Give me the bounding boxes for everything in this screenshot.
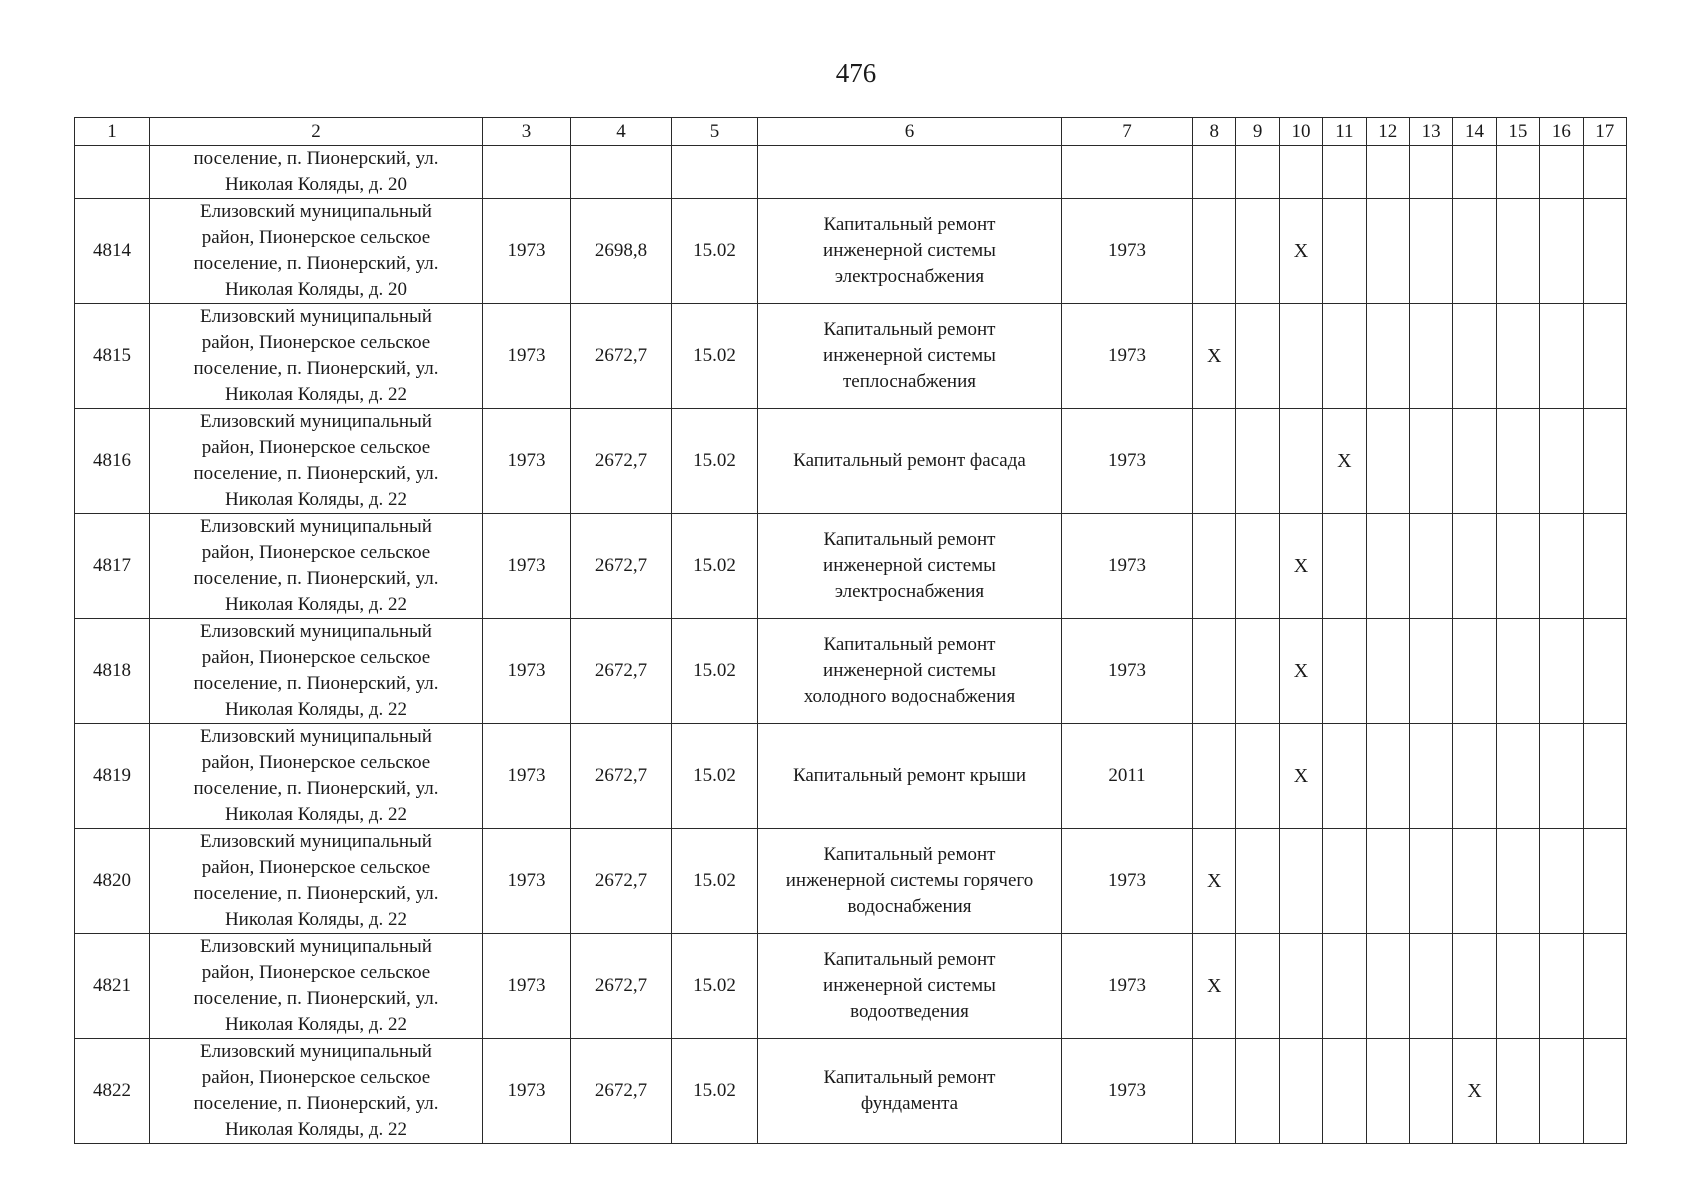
address-line: Елизовский муниципальный xyxy=(200,411,432,432)
cell-mark xyxy=(1453,146,1496,199)
cell-mark-col-14 xyxy=(1453,199,1496,304)
cell-mark-col-17 xyxy=(1583,304,1626,409)
cell-mark-col-13 xyxy=(1409,409,1452,514)
cell-mark-col-13 xyxy=(1409,619,1452,724)
cell-mark-col-12 xyxy=(1366,829,1409,934)
cell-mark-col-8 xyxy=(1193,199,1236,304)
cell-mark-col-12 xyxy=(1366,409,1409,514)
cell-mark-col-16 xyxy=(1540,934,1583,1039)
address-line: поселение, п. Пионерский, ул. xyxy=(193,463,439,484)
cell-mark-col-10: X xyxy=(1279,199,1322,304)
cell-mark-col-17 xyxy=(1583,829,1626,934)
cell-code: 15.02 xyxy=(672,829,758,934)
cell-mark-col-14: X xyxy=(1453,1039,1496,1144)
table-row xyxy=(75,619,1627,724)
cell-mark-col-13 xyxy=(1409,1039,1452,1144)
column-number-header-row xyxy=(75,118,1627,146)
cell-mark-col-9 xyxy=(1236,1039,1279,1144)
cell-col7 xyxy=(1062,146,1193,199)
cell-address xyxy=(150,146,483,199)
cell-mark-col-16 xyxy=(1540,304,1583,409)
continuation-row xyxy=(75,146,1627,199)
address-line: район, Пионерское сельское xyxy=(201,962,431,983)
table-row xyxy=(75,1039,1627,1144)
cell-area: 2672,7 xyxy=(571,934,672,1039)
cell-code: 15.02 xyxy=(672,1039,758,1144)
cell-mark-col-13 xyxy=(1409,304,1452,409)
cell-mark xyxy=(1496,146,1539,199)
cell-code: 15.02 xyxy=(672,619,758,724)
address-line: Николая Коляды, д. 22 xyxy=(224,594,408,615)
repair-register-table xyxy=(74,117,1627,1144)
cell-mark-col-15 xyxy=(1496,514,1539,619)
cell-mark-col-16 xyxy=(1540,619,1583,724)
address-line: район, Пионерское сельское xyxy=(201,332,431,353)
cell-area: 2698,8 xyxy=(571,199,672,304)
cell-col7: 1973 xyxy=(1062,934,1193,1039)
work-line: Капитальный ремонт xyxy=(823,529,996,550)
cell-mark-col-13 xyxy=(1409,724,1452,829)
cell-mark-col-13 xyxy=(1409,829,1452,934)
cell-mark-col-12 xyxy=(1366,514,1409,619)
cell-mark-col-8: X xyxy=(1193,934,1236,1039)
column-number-6: 6 xyxy=(758,118,1062,146)
cell-mark-col-16 xyxy=(1540,724,1583,829)
cell-mark-col-16 xyxy=(1540,409,1583,514)
address-line: Николая Коляды, д. 22 xyxy=(224,909,408,930)
cell-mark-col-14 xyxy=(1453,409,1496,514)
cell-mark-col-12 xyxy=(1366,724,1409,829)
work-line: водоснабжения xyxy=(847,896,972,917)
cell-mark xyxy=(1583,146,1626,199)
work-line: инженерной системы xyxy=(823,660,996,681)
cell-area xyxy=(571,146,672,199)
cell-num: 4818 xyxy=(75,619,150,724)
cell-mark xyxy=(1540,146,1583,199)
table-row xyxy=(75,829,1627,934)
cell-mark-col-14 xyxy=(1453,829,1496,934)
table-row xyxy=(75,514,1627,619)
work-line: Капитальный ремонт xyxy=(823,949,996,970)
cell-mark-col-10 xyxy=(1279,829,1322,934)
cell-work xyxy=(758,829,1062,934)
cell-mark-col-16 xyxy=(1540,199,1583,304)
address-line: Николая Коляды, д. 22 xyxy=(224,1014,408,1035)
cell-code: 15.02 xyxy=(672,304,758,409)
cell-address xyxy=(150,934,483,1039)
cell-mark-col-12 xyxy=(1366,619,1409,724)
column-number-2: 2 xyxy=(150,118,483,146)
cell-mark-col-9 xyxy=(1236,934,1279,1039)
cell-col7: 2011 xyxy=(1062,724,1193,829)
cell-area: 2672,7 xyxy=(571,304,672,409)
address-line: Николая Коляды, д. 22 xyxy=(224,804,408,825)
cell-mark-col-11 xyxy=(1323,199,1366,304)
work-line: Капитальный ремонт крыши xyxy=(792,765,1027,786)
cell-mark-col-11 xyxy=(1323,514,1366,619)
address-line: район, Пионерское сельское xyxy=(201,437,431,458)
work-line: Капитальный ремонт фасада xyxy=(793,450,1026,471)
cell-num: 4819 xyxy=(75,724,150,829)
work-line: фундамента xyxy=(860,1093,959,1114)
column-number-17: 17 xyxy=(1583,118,1626,146)
address-line: поселение, п. Пионерский, ул. xyxy=(193,778,439,799)
table-row xyxy=(75,934,1627,1039)
cell-mark-col-12 xyxy=(1366,199,1409,304)
cell-mark-col-8: X xyxy=(1193,304,1236,409)
cell-mark-col-14 xyxy=(1453,934,1496,1039)
column-number-10: 10 xyxy=(1279,118,1322,146)
cell-work xyxy=(758,146,1062,199)
column-number-5: 5 xyxy=(672,118,758,146)
cell-mark-col-8: X xyxy=(1193,829,1236,934)
cell-mark-col-15 xyxy=(1496,619,1539,724)
cell-mark-col-12 xyxy=(1366,304,1409,409)
cell-col7: 1973 xyxy=(1062,304,1193,409)
cell-col7: 1973 xyxy=(1062,199,1193,304)
cell-area: 2672,7 xyxy=(571,619,672,724)
cell-mark-col-15 xyxy=(1496,1039,1539,1144)
cell-mark-col-10: X xyxy=(1279,619,1322,724)
address-line: Елизовский муниципальный xyxy=(200,936,432,957)
column-number-16: 16 xyxy=(1540,118,1583,146)
address-line: Николая Коляды, д. 22 xyxy=(224,1119,408,1140)
cell-year: 1973 xyxy=(483,514,571,619)
cell-mark-col-14 xyxy=(1453,514,1496,619)
cell-mark-col-11 xyxy=(1323,619,1366,724)
address-line: поселение, п. Пионерский, ул. xyxy=(193,253,439,274)
cell-area: 2672,7 xyxy=(571,829,672,934)
column-number-12: 12 xyxy=(1366,118,1409,146)
cell-num: 4816 xyxy=(75,409,150,514)
cell-mark-col-10 xyxy=(1279,409,1322,514)
cell-mark-col-17 xyxy=(1583,514,1626,619)
cell-col7: 1973 xyxy=(1062,514,1193,619)
table-row xyxy=(75,304,1627,409)
address-line: район, Пионерское сельское xyxy=(201,542,431,563)
cell-address xyxy=(150,1039,483,1144)
column-number-9: 9 xyxy=(1236,118,1279,146)
cell-year: 1973 xyxy=(483,619,571,724)
column-number-4: 4 xyxy=(571,118,672,146)
cell-num: 4814 xyxy=(75,199,150,304)
work-line: холодного водоснабжения xyxy=(803,686,1016,707)
address-line: Елизовский муниципальный xyxy=(200,831,432,852)
address-line: поселение, п. Пионерский, ул. xyxy=(193,883,439,904)
cell-mark-col-10 xyxy=(1279,304,1322,409)
cell-work xyxy=(758,619,1062,724)
work-line: Капитальный ремонт xyxy=(823,319,996,340)
cell-address xyxy=(150,409,483,514)
cell-area: 2672,7 xyxy=(571,514,672,619)
cell-mark xyxy=(1193,146,1236,199)
cell-mark-col-8 xyxy=(1193,619,1236,724)
cell-mark xyxy=(1236,146,1279,199)
page-number: 476 xyxy=(835,58,877,88)
address-line: поселение, п. Пионерский, ул. xyxy=(193,358,439,379)
address-line: район, Пионерское сельское xyxy=(201,752,431,773)
cell-num: 4820 xyxy=(75,829,150,934)
address-line: Елизовский муниципальный xyxy=(200,516,432,537)
cell-code: 15.02 xyxy=(672,514,758,619)
work-line: водоотведения xyxy=(850,1001,969,1022)
column-number-7: 7 xyxy=(1062,118,1193,146)
cell-work xyxy=(758,934,1062,1039)
address-line: Елизовский муниципальный xyxy=(200,1041,432,1062)
cell-mark-col-11 xyxy=(1323,829,1366,934)
cell-mark-col-11 xyxy=(1323,934,1366,1039)
cell-code: 15.02 xyxy=(672,409,758,514)
cell-address xyxy=(150,199,483,304)
cell-mark-col-9 xyxy=(1236,619,1279,724)
address-line: Николая Коляды, д. 20 xyxy=(224,279,408,300)
address-line: Елизовский муниципальный xyxy=(200,726,432,747)
cell-address xyxy=(150,619,483,724)
cell-mark-col-11 xyxy=(1323,724,1366,829)
cell-mark-col-10: X xyxy=(1279,514,1322,619)
cell-mark-col-14 xyxy=(1453,724,1496,829)
address-line: поселение, п. Пионерский, ул. xyxy=(193,568,439,589)
address-line: поселение, п. Пионерский, ул. xyxy=(193,988,439,1009)
cell-mark-col-9 xyxy=(1236,409,1279,514)
work-line: Капитальный ремонт xyxy=(823,844,996,865)
cell-mark xyxy=(1409,146,1452,199)
cell-year: 1973 xyxy=(483,199,571,304)
cell-code: 15.02 xyxy=(672,724,758,829)
work-line: Капитальный ремонт xyxy=(823,634,996,655)
cell-work xyxy=(758,724,1062,829)
cell-col7: 1973 xyxy=(1062,829,1193,934)
cell-mark-col-15 xyxy=(1496,199,1539,304)
address-line: Елизовский муниципальный xyxy=(200,201,432,222)
cell-mark-col-17 xyxy=(1583,724,1626,829)
cell-mark-col-17 xyxy=(1583,934,1626,1039)
table-row xyxy=(75,724,1627,829)
cell-mark-col-17 xyxy=(1583,199,1626,304)
cell-area: 2672,7 xyxy=(571,409,672,514)
cell-mark-col-12 xyxy=(1366,934,1409,1039)
cell-mark-col-16 xyxy=(1540,1039,1583,1144)
cell-mark-col-13 xyxy=(1409,934,1452,1039)
address-line: поселение, п. Пионерский, ул. xyxy=(193,148,439,169)
cell-code xyxy=(672,146,758,199)
cell-year xyxy=(483,146,571,199)
address-line: Николая Коляды, д. 22 xyxy=(224,699,408,720)
cell-mark-col-10 xyxy=(1279,1039,1322,1144)
cell-num xyxy=(75,146,150,199)
cell-mark-col-11: X xyxy=(1323,409,1366,514)
address-line: Николая Коляды, д. 20 xyxy=(224,174,408,195)
cell-mark-col-9 xyxy=(1236,514,1279,619)
cell-mark-col-17 xyxy=(1583,619,1626,724)
address-line: Николая Коляды, д. 22 xyxy=(224,489,408,510)
table-body xyxy=(75,146,1627,1144)
cell-mark-col-15 xyxy=(1496,829,1539,934)
work-line: электроснабжения xyxy=(834,266,985,287)
cell-year: 1973 xyxy=(483,409,571,514)
cell-address xyxy=(150,829,483,934)
column-number-8: 8 xyxy=(1193,118,1236,146)
table-row xyxy=(75,199,1627,304)
work-line: Капитальный ремонт xyxy=(823,1067,996,1088)
address-line: поселение, п. Пионерский, ул. xyxy=(193,673,439,694)
cell-year: 1973 xyxy=(483,724,571,829)
work-line: инженерной системы xyxy=(823,240,996,261)
cell-year: 1973 xyxy=(483,934,571,1039)
work-line: инженерной системы xyxy=(823,345,996,366)
cell-mark-col-9 xyxy=(1236,199,1279,304)
work-line: инженерной системы xyxy=(823,975,996,996)
cell-num: 4822 xyxy=(75,1039,150,1144)
cell-mark-col-10: X xyxy=(1279,724,1322,829)
cell-mark-col-10 xyxy=(1279,934,1322,1039)
address-line: район, Пионерское сельское xyxy=(201,227,431,248)
cell-mark-col-8 xyxy=(1193,724,1236,829)
table-row xyxy=(75,409,1627,514)
cell-mark-col-17 xyxy=(1583,1039,1626,1144)
cell-mark xyxy=(1366,146,1409,199)
cell-mark-col-8 xyxy=(1193,409,1236,514)
cell-area: 2672,7 xyxy=(571,1039,672,1144)
address-line: район, Пионерское сельское xyxy=(201,1067,431,1088)
cell-mark-col-13 xyxy=(1409,199,1452,304)
address-line: район, Пионерское сельское xyxy=(201,857,431,878)
work-line: теплоснабжения xyxy=(843,371,976,392)
cell-mark-col-12 xyxy=(1366,1039,1409,1144)
column-number-1: 1 xyxy=(75,118,150,146)
cell-col7: 1973 xyxy=(1062,409,1193,514)
address-line: Николая Коляды, д. 22 xyxy=(224,384,408,405)
cell-mark-col-11 xyxy=(1323,304,1366,409)
address-line: район, Пионерское сельское xyxy=(201,647,431,668)
cell-work xyxy=(758,514,1062,619)
column-number-15: 15 xyxy=(1496,118,1539,146)
cell-mark-col-17 xyxy=(1583,409,1626,514)
cell-year: 1973 xyxy=(483,829,571,934)
cell-work xyxy=(758,304,1062,409)
cell-mark xyxy=(1279,146,1322,199)
address-line: Елизовский муниципальный xyxy=(200,306,432,327)
cell-num: 4817 xyxy=(75,514,150,619)
cell-col7: 1973 xyxy=(1062,1039,1193,1144)
cell-mark-col-8 xyxy=(1193,514,1236,619)
cell-num: 4815 xyxy=(75,304,150,409)
cell-address xyxy=(150,724,483,829)
cell-num: 4821 xyxy=(75,934,150,1039)
cell-address xyxy=(150,304,483,409)
cell-mark-col-9 xyxy=(1236,304,1279,409)
cell-mark-col-14 xyxy=(1453,304,1496,409)
cell-mark-col-16 xyxy=(1540,514,1583,619)
cell-mark-col-8 xyxy=(1193,1039,1236,1144)
column-number-13: 13 xyxy=(1409,118,1452,146)
cell-code: 15.02 xyxy=(672,934,758,1039)
cell-area: 2672,7 xyxy=(571,724,672,829)
cell-mark-col-13 xyxy=(1409,514,1452,619)
cell-mark-col-15 xyxy=(1496,409,1539,514)
cell-address xyxy=(150,514,483,619)
work-line: электроснабжения xyxy=(834,581,985,602)
cell-mark-col-15 xyxy=(1496,934,1539,1039)
cell-mark-col-15 xyxy=(1496,724,1539,829)
cell-mark-col-15 xyxy=(1496,304,1539,409)
column-number-11: 11 xyxy=(1323,118,1366,146)
cell-mark-col-9 xyxy=(1236,829,1279,934)
cell-col7: 1973 xyxy=(1062,619,1193,724)
work-line: инженерной системы xyxy=(823,555,996,576)
cell-mark xyxy=(1323,146,1366,199)
address-line: Елизовский муниципальный xyxy=(200,621,432,642)
cell-mark-col-14 xyxy=(1453,619,1496,724)
cell-work xyxy=(758,1039,1062,1144)
work-line: инженерной системы горячего xyxy=(785,870,1034,891)
cell-year: 1973 xyxy=(483,1039,571,1144)
cell-mark-col-9 xyxy=(1236,724,1279,829)
cell-mark-col-11 xyxy=(1323,1039,1366,1144)
work-line: Капитальный ремонт xyxy=(823,214,996,235)
cell-work xyxy=(758,409,1062,514)
column-number-3: 3 xyxy=(483,118,571,146)
cell-code: 15.02 xyxy=(672,199,758,304)
address-line: поселение, п. Пионерский, ул. xyxy=(193,1093,439,1114)
column-number-14: 14 xyxy=(1453,118,1496,146)
cell-work xyxy=(758,199,1062,304)
cell-year: 1973 xyxy=(483,304,571,409)
cell-mark-col-16 xyxy=(1540,829,1583,934)
